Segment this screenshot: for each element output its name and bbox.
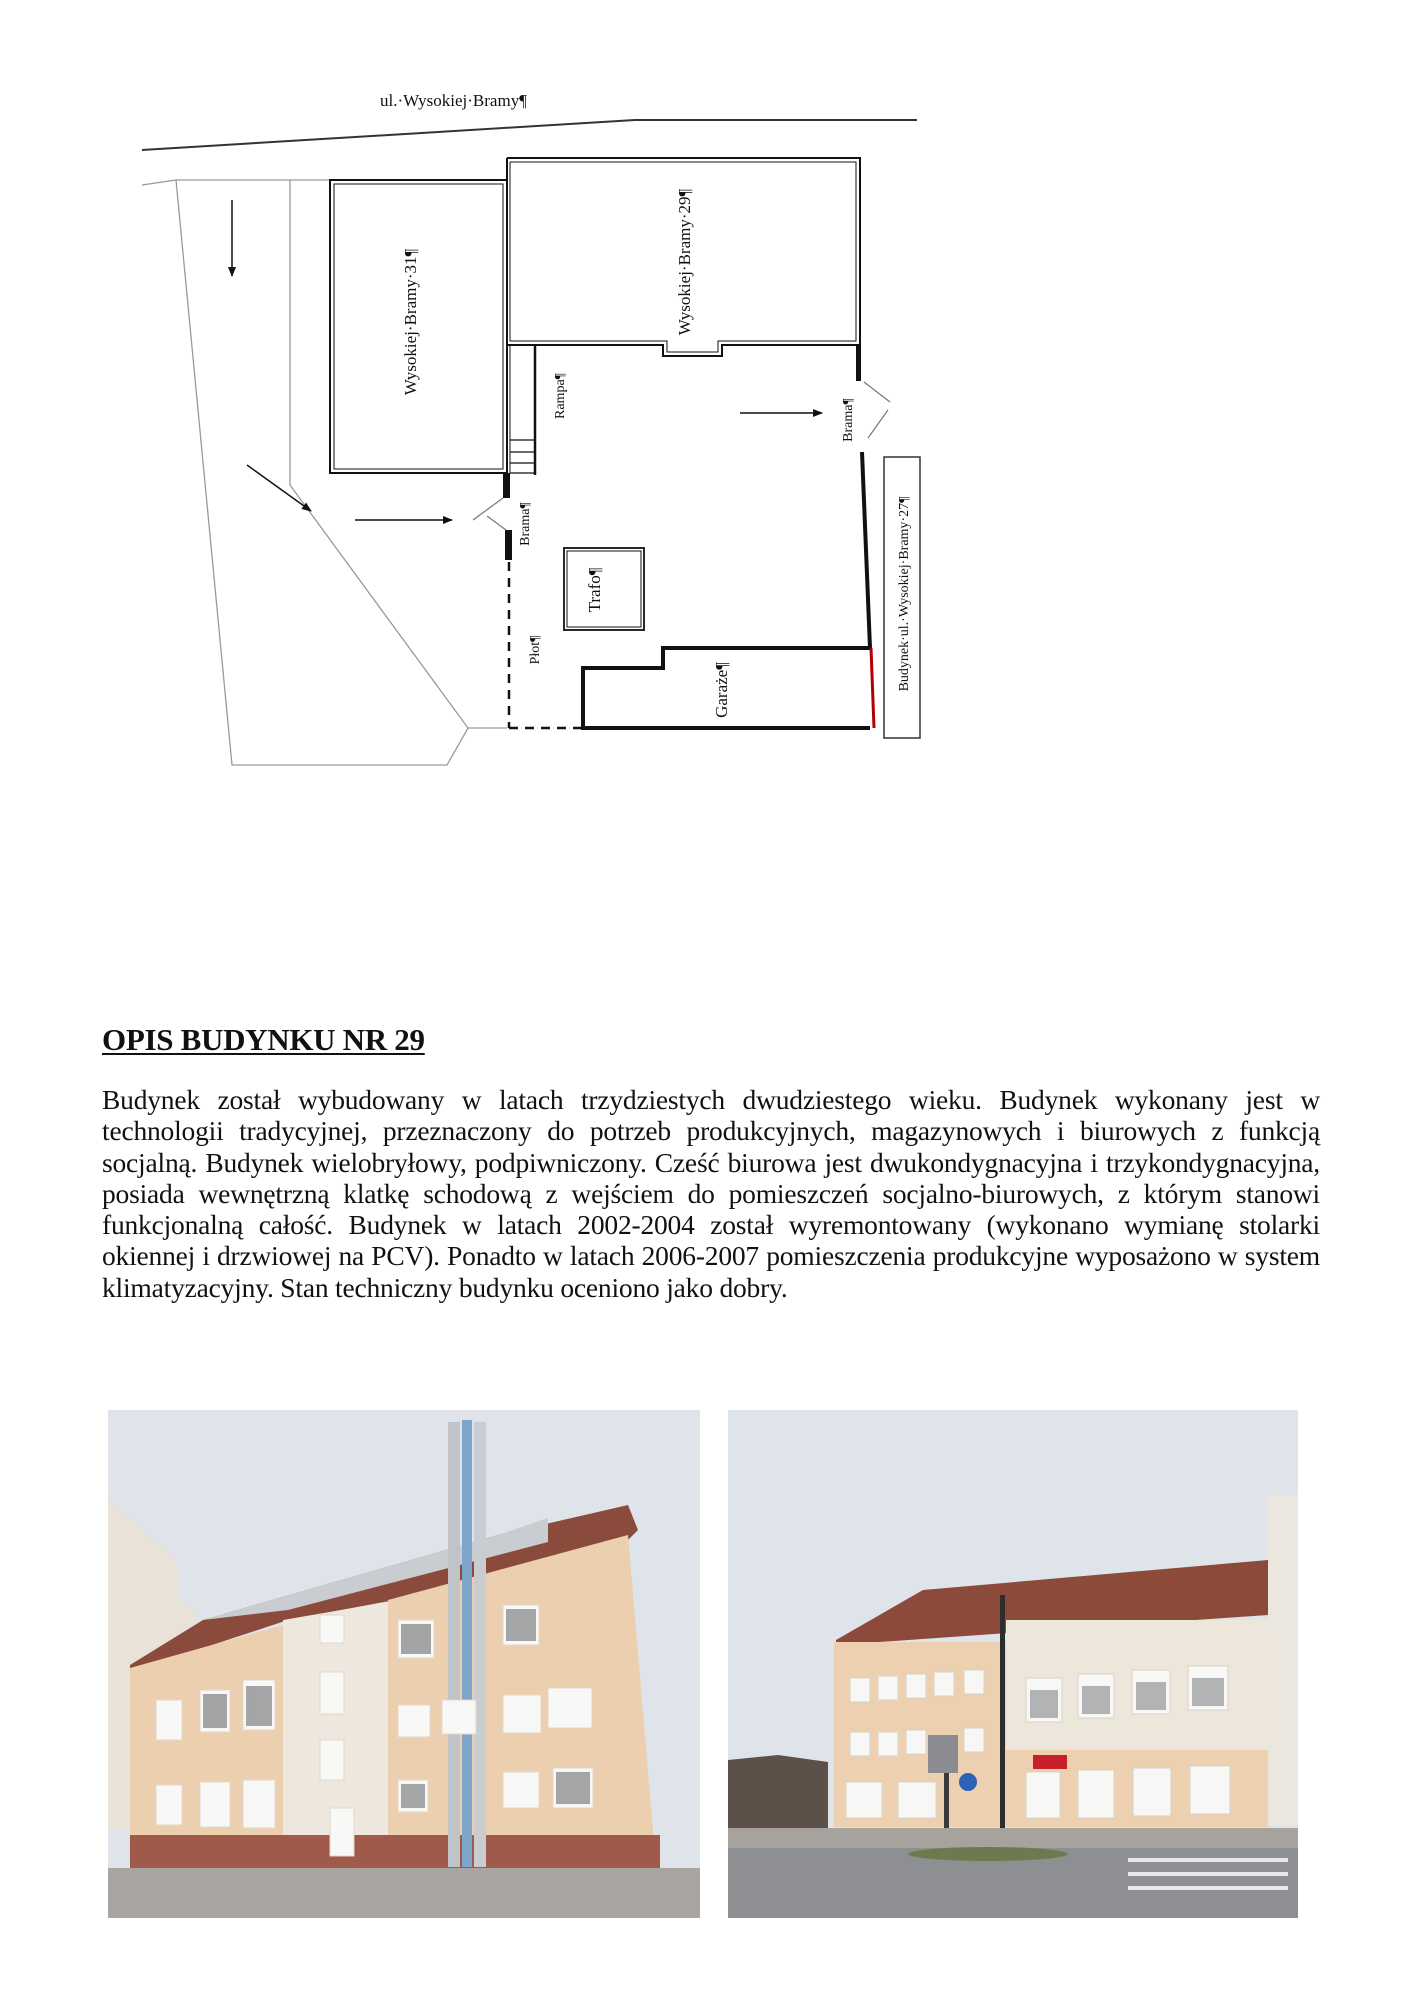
transformer-label: Trafo¶ <box>585 567 604 613</box>
gate-left <box>473 473 512 560</box>
arrow-diagonal-icon <box>247 465 311 511</box>
building-31-label: Wysokiej·Bramy·31¶ <box>401 248 420 396</box>
photo-street-view <box>728 1410 1298 1918</box>
courtyard-photo-illustration <box>108 1410 700 1918</box>
traffic-arrows <box>232 200 822 520</box>
building-description: Budynek został wybudowany w latach trzydziestych dwudziestego wieku. Budynek wykonany jest w technologii tradycyjnej, przeznaczony do potrzeb produkcyjnych, magazynowych i biurowych z funkcją socjalną. Budynek wielobryłowy, podpiwniczony. Cześć biurowa jest dwukondygnacyjna i trzykondygnacyjna, posiada wewnętrzną klatkę schodową z wejściem do pomieszczeń socjalno-biurowych, z którym stanowi funkcjonalną całość. Budynek w latach 2002-2004 został wyremontowany (wykonano wymianę stolarki okiennej i drzwiowej na PCV). Ponadto w latach 2006-2007 pomieszczenia produkcyjne wyposażono w system klimatyzacyjny. Stan techniczny budynku oceniono jako dobry. <box>102 1084 1320 1303</box>
section-heading: OPIS BUDYNKU NR 29 <box>102 1022 425 1057</box>
street-label: ul.·Wysokiej·Bramy¶ <box>380 91 527 110</box>
gate-right-label: Brama¶ <box>841 398 856 442</box>
yard-left-wall <box>507 345 510 473</box>
fence <box>509 562 583 728</box>
fence-label: Płot¶ <box>528 635 543 665</box>
street-photo-illustration <box>728 1410 1298 1918</box>
street-line <box>142 120 917 150</box>
gate-left-label: Brama¶ <box>518 502 533 546</box>
building-29-label: Wysokiej·Bramy·29¶ <box>675 188 694 336</box>
east-wall <box>862 452 870 648</box>
ramp-label: Rampa¶ <box>553 373 568 419</box>
garages-label: Garaże¶ <box>712 662 731 718</box>
gate-right <box>856 345 890 438</box>
ramp <box>510 345 535 475</box>
photo-courtyard <box>108 1410 700 1918</box>
building-27-label: Budynek·ul.·Wysokiej·Bramy·27¶ <box>897 496 912 692</box>
transformer <box>564 548 644 630</box>
